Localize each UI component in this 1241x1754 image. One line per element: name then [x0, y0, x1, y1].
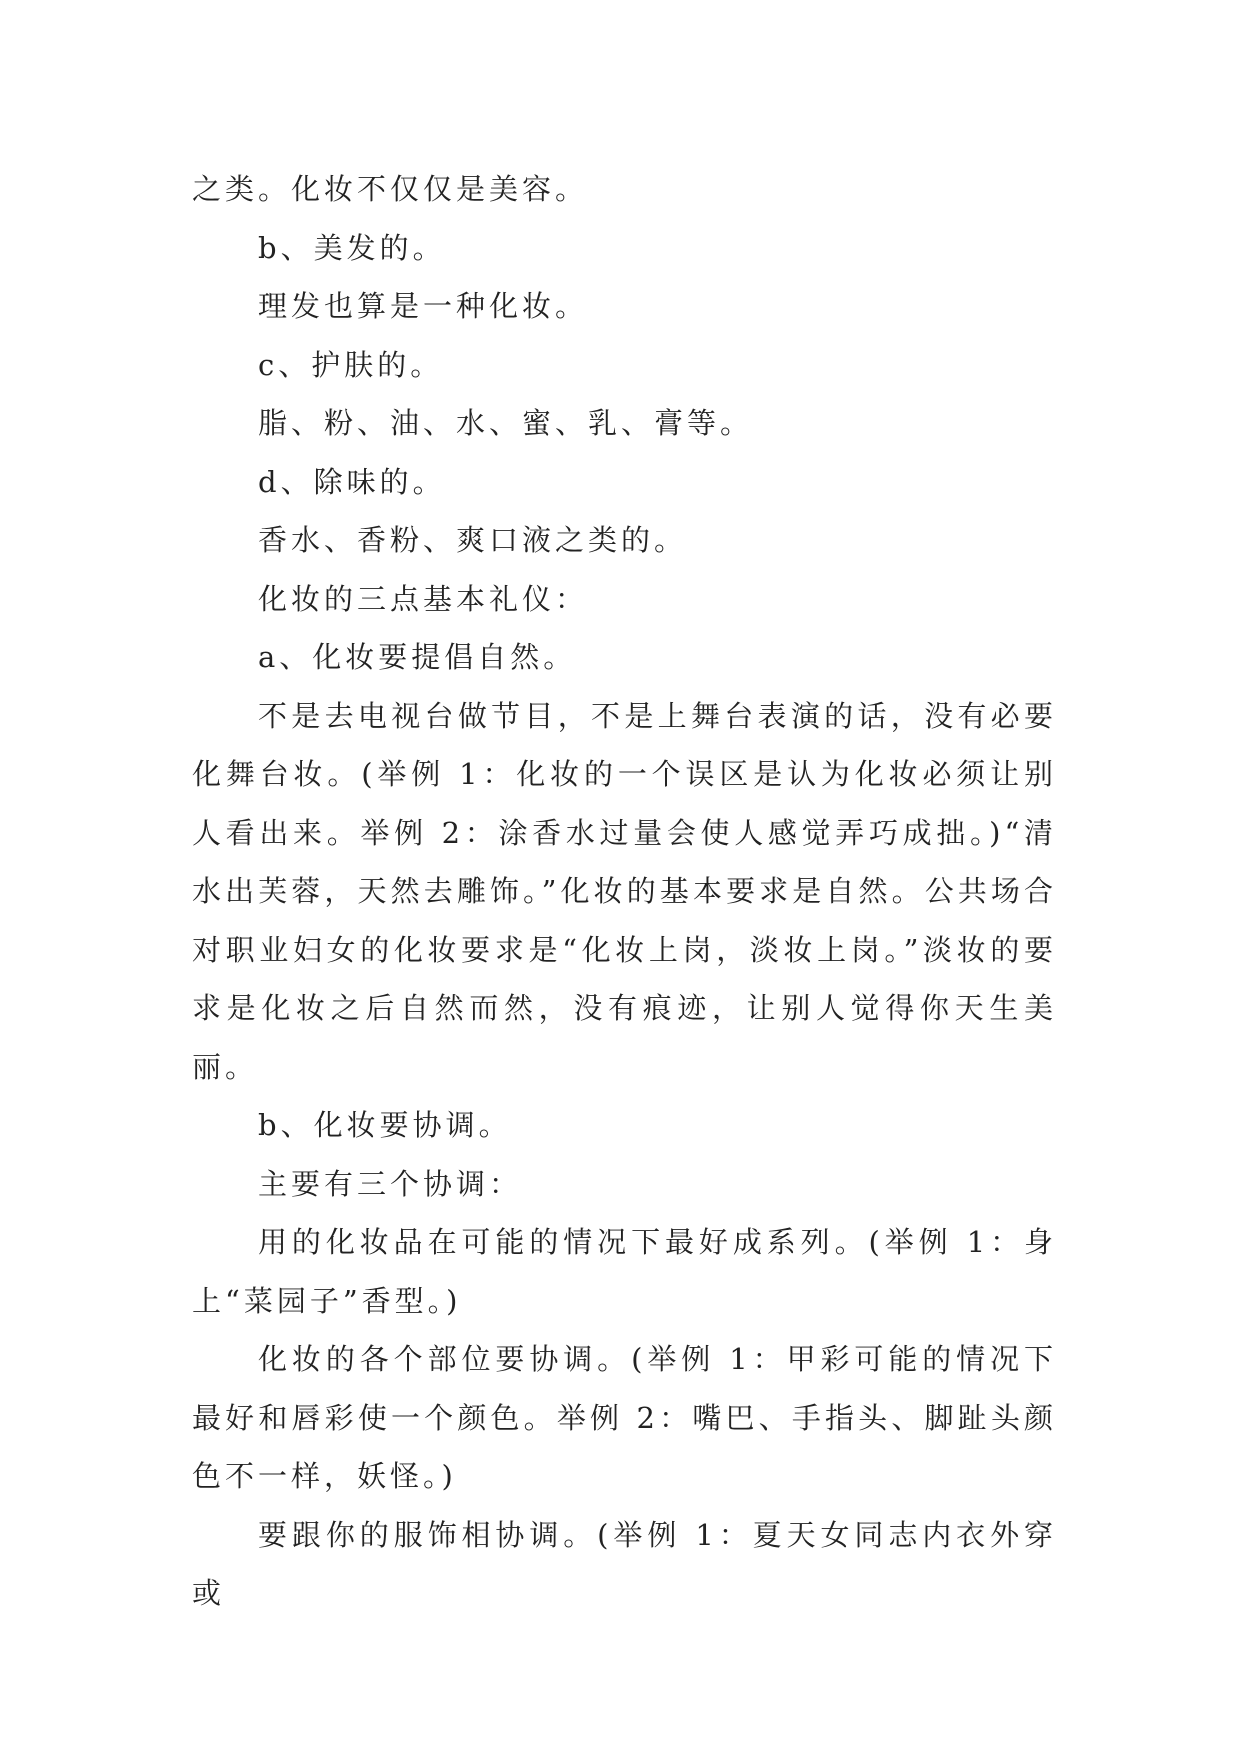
paragraph: 香水、香粉、爽口液之类的。 [258, 523, 688, 557]
paragraph: 主要有三个协调： [258, 1166, 523, 1201]
paragraph-continuation: 之类。化妆不仅仅是美容。 [192, 172, 589, 206]
section-heading: 化妆的三点基本礼仪： [258, 581, 589, 616]
list-item-natural: a、化妆要提倡自然。 [258, 640, 577, 674]
list-item-deodorize: d、除味的。 [258, 464, 446, 499]
paragraph: 理发也算是一种化妆。 [258, 289, 589, 323]
paragraph: 脂、粉、油、水、蜜、乳、膏等。 [258, 406, 754, 440]
paragraph: 化妆的各个部位要协调。(举例 1：甲彩可能的情况下最好和唇彩使一个颜色。举例 2：嘴巴、手指头、脚趾头颜色不一样，妖怪。) [192, 1342, 1057, 1493]
paragraph: 用的化妆品在可能的情况下最好成系列。(举例 1：身上“菜园子”香型。) [192, 1225, 1057, 1318]
body-text [192, 160, 1057, 1623]
list-item-hair: b、美发的。 [258, 230, 446, 265]
list-item-skincare: c、护肤的。 [258, 347, 444, 382]
list-item-coordinate: b、化妆要协调。 [258, 1108, 512, 1142]
paragraph: 要跟你的服饰相协调。(举例 1：夏天女同志内衣外穿或 [192, 1517, 1057, 1610]
paragraph: 不是去电视台做节目，不是上舞台表演的话，没有必要化舞台妆。(举例 1：化妆的一个误区是认为化妆必须让别人看出来。举例 2：涂香水过量会使人感觉弄巧成拙。)“清水出芙蓉，天然去雕饰。”化妆的基本要求是自然。公共场合对职业妇女的化妆要求是“化妆上岗，淡妆上岗。”淡妆的要求是化妆之后自然而然，没有痕迹，让别人觉得你天生美丽。 [192, 698, 1057, 1084]
